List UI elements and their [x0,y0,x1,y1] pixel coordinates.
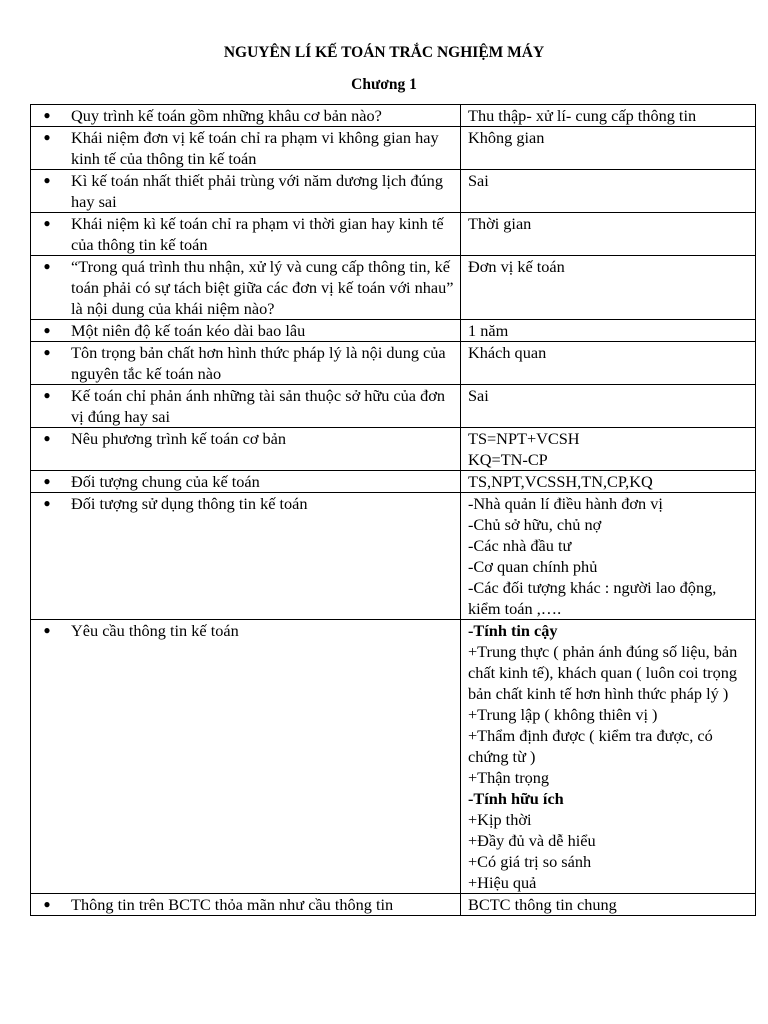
question-text: Thông tin trên BCTC thỏa mãn như cầu thông tin [71,895,394,914]
bullet-icon: ● [43,345,51,359]
question-text: Kì kế toán nhất thiết phải trùng với năm dương lịch đúng hay sai [71,171,443,211]
answer-line: Thời gian [468,214,532,233]
table-row [31,471,756,493]
question-cell [31,493,461,620]
table-row [31,213,756,256]
answer-line: +Đầy đủ và dễ hiểu [468,831,596,850]
question-text: Khái niệm kì kế toán chỉ ra phạm vi thời gian hay kinh tế của thông tin kế toán [71,214,444,254]
answer-line: +Trung lập ( không thiên vị ) [468,705,658,724]
answer-line: -Tính hữu ích [468,789,564,808]
table-row [31,342,756,385]
question-cell [31,213,461,256]
answer-line: Không gian [468,128,545,147]
table-row [31,170,756,213]
question-text: Tôn trọng bản chất hơn hình thức pháp lý là nội dung của nguyên tắc kế toán nào [71,343,446,383]
table-row [31,127,756,170]
question-cell [31,170,461,213]
document-title: NGUYÊN LÍ KẾ TOÁN TRẮC NGHIỆM MÁY [223,44,545,61]
question-text: Quy trình kế toán gồm những khâu cơ bản nào? [71,106,382,125]
bullet-icon: ● [43,431,51,445]
question-text: Yêu cầu thông tin kế toán [71,621,239,640]
answer-line: KQ=TN-CP [468,450,548,469]
answer-line: -Nhà quản lí điều hành đơn vị [468,494,663,513]
answer-cell [461,428,756,471]
answer-line: -Cơ quan chính phủ [468,557,598,576]
answer-line: TS,NPT,VCSSH,TN,CP,KQ [468,472,653,491]
question-text: “Trong quá trình thu nhận, xử lý và cung cấp thông tin, kế toán phải có sự tách biệt giữa các đơn vị kế toán với nhau” là nội dung của khái niệm nào? [71,257,454,318]
answer-line: Sai [468,386,489,405]
question-cell [31,105,461,127]
answer-line: TS=NPT+VCSH [468,429,580,448]
question-cell [31,620,461,894]
question-text: Một niên độ kế toán kéo dài bao lâu [71,321,306,340]
bullet-icon: ● [43,130,51,144]
question-cell [31,385,461,428]
question-text: Kế toán chỉ phản ánh những tài sản thuộc sở hữu của đơn vị đúng hay sai [71,386,445,426]
answer-line: Khách quan [468,343,547,362]
answer-line: 1 năm [468,321,509,340]
qa-table [30,104,756,916]
answer-line: -Các nhà đầu tư [468,536,572,555]
table-row [31,428,756,471]
table-row [31,620,756,894]
bullet-icon: ● [43,496,51,510]
answer-cell [461,471,756,493]
answer-line: +Hiệu quả [468,873,537,892]
bullet-icon: ● [43,259,51,273]
answer-cell [461,620,756,894]
answer-line: +Trung thực ( phản ánh đúng số liệu, bản chất kinh tế), khách quan ( luôn coi trọng bản chất kinh tế hơn hình thức pháp lý ) [468,642,742,703]
answer-cell [461,170,756,213]
answer-cell [461,342,756,385]
answer-line: Đơn vị kế toán [468,257,565,276]
bullet-icon: ● [43,173,51,187]
question-cell [31,894,461,916]
answer-line: -Các đối tượng khác : người lao động, kiểm toán ,…. [468,578,721,618]
answer-cell [461,320,756,342]
question-cell [31,428,461,471]
answer-cell [461,493,756,620]
bullet-icon: ● [43,323,51,337]
table-row [31,256,756,320]
answer-cell [461,127,756,170]
answer-cell [461,894,756,916]
question-text: Khái niệm đơn vị kế toán chỉ ra phạm vi không gian hay kinh tế của thông tin kế toán [71,128,439,168]
answer-line: Thu thập- xử lí- cung cấp thông tin [468,106,697,125]
chapter-heading: Chương 1 [351,76,417,93]
question-cell [31,342,461,385]
answer-line: BCTC thông tin chung [468,895,617,914]
table-row [31,105,756,127]
bullet-icon: ● [43,474,51,488]
answer-line: +Có giá trị so sánh [468,852,592,871]
table-row [31,385,756,428]
answer-cell [461,385,756,428]
question-cell [31,471,461,493]
qa-table-body [31,105,756,916]
bullet-icon: ● [43,388,51,402]
answer-cell [461,213,756,256]
question-cell [31,320,461,342]
question-cell [31,256,461,320]
answer-cell [461,105,756,127]
table-row [31,320,756,342]
bullet-icon: ● [43,108,51,122]
bullet-icon: ● [43,623,51,637]
answer-line: -Chủ sở hữu, chủ nợ [468,515,602,534]
question-text: Nêu phương trình kế toán cơ bản [71,429,287,448]
question-text: Đối tượng chung của kế toán [71,472,260,491]
answer-cell [461,256,756,320]
answer-line: +Thẩm định được ( kiểm tra được, có chứng từ ) [468,726,717,766]
answer-line: Sai [468,171,489,190]
answer-line: +Thận trọng [468,768,550,787]
answer-line: -Tính tin cậy [468,621,558,640]
question-text: Đối tượng sử dụng thông tin kế toán [71,494,308,513]
answer-line: +Kịp thời [468,810,532,829]
bullet-icon: ● [43,216,51,230]
bullet-icon: ● [43,897,51,911]
question-cell [31,127,461,170]
table-row [31,894,756,916]
table-row [31,493,756,620]
